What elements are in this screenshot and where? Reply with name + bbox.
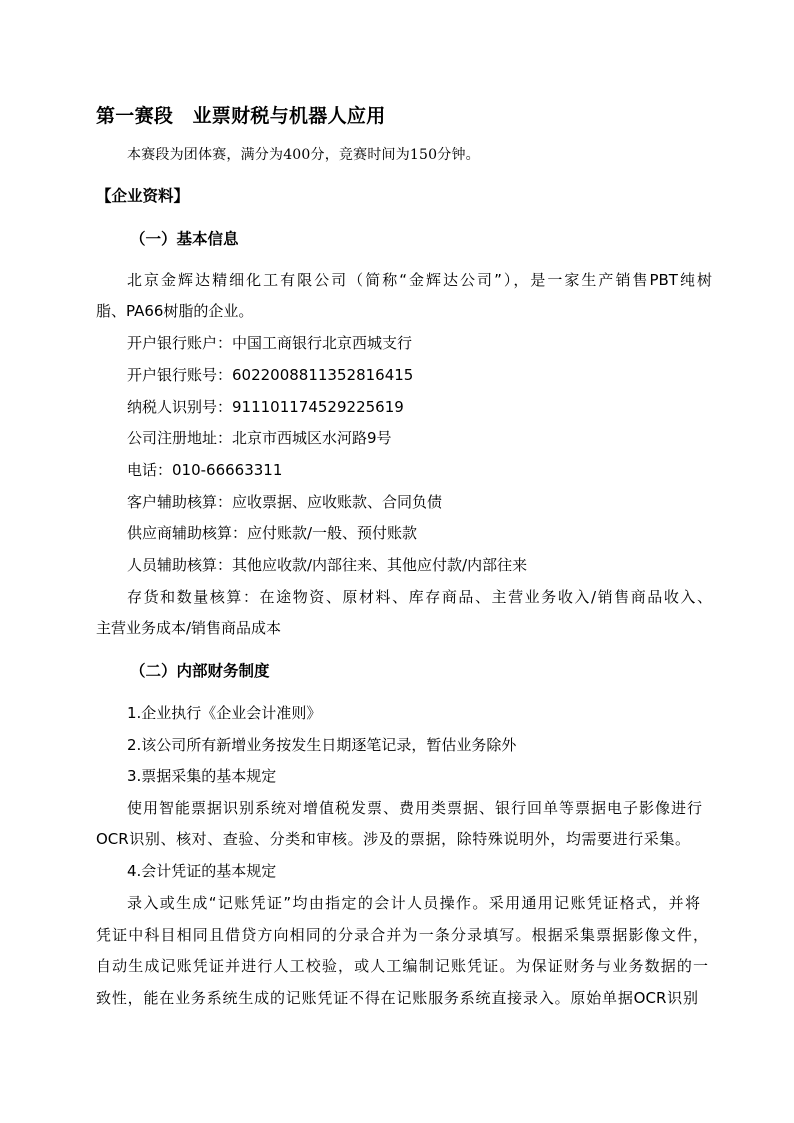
company-desc-line-1: 北京金辉达精细化工有限公司（简称“金辉达公司”），是一家生产销售PBT纯树 xyxy=(127,271,712,289)
finance-item-4-line-1: 录入或生成“记账凭证”均由指定的会计人员操作。采用通用记账凭证格式，并将 xyxy=(127,894,700,912)
supplier-aux: 供应商辅助核算：应付账款/一般、预付账款 xyxy=(127,524,418,542)
intro-text: 本赛段为团体赛，满分为400分，竞赛时间为150分钟。 xyxy=(127,147,480,163)
finance-item-4-line-2: 凭证中科目相同且借贷方向相同的分录合并为一条分录填写。根据采集票据影像文件， xyxy=(96,926,708,944)
taxpayer-id: 纳税人识别号：911101174529225619 xyxy=(127,398,404,416)
finance-item-2: 2.该公司所有新增业务按发生日期逐笔记录，暂估业务除外 xyxy=(127,736,517,754)
company-desc-line-2: 脂、PA66树脂的企业。 xyxy=(96,302,254,320)
finance-item-4-line-3: 自动生成记账凭证并进行人工校验，或人工编制记账凭证。为保证财务与业务数据的一 xyxy=(96,957,708,975)
phone: 电话：010-66663311 xyxy=(127,461,283,479)
personnel-aux: 人员辅助核算：其他应收款/内部往来、其他应付款/内部往来 xyxy=(127,556,528,574)
bank-account: 开户银行账户：中国工商银行北京西城支行 xyxy=(127,334,413,352)
section-enterprise-heading: 【企业资料】 xyxy=(96,186,190,205)
finance-item-3-line-1: 使用智能票据识别系统对增值税发票、费用类票据、银行回单等票据电子影像进行 xyxy=(127,799,702,817)
finance-item-1: 1.企业执行《企业会计准则》 xyxy=(127,704,322,722)
inventory-aux-line-2: 主营业务成本/销售商品成本 xyxy=(96,619,282,637)
basic-info-heading: （一）基本信息 xyxy=(130,229,239,248)
finance-item-4: 4.会计凭证的基本规定 xyxy=(127,862,277,880)
registered-address: 公司注册地址：北京市西城区水河路9号 xyxy=(127,429,392,447)
bank-number: 开户银行账号：6022008811352816415 xyxy=(127,366,414,384)
page-title: 第一赛段 业票财税与机器人应用 xyxy=(96,105,386,127)
finance-item-3-line-2: OCR识别、核对、查验、分类和审核。涉及的票据，除特殊说明外，均需要进行采集。 xyxy=(96,830,690,848)
finance-item-3: 3.票据采集的基本规定 xyxy=(127,767,277,785)
customer-aux: 客户辅助核算：应收票据、应收账款、合同负债 xyxy=(127,493,443,511)
internal-finance-heading: （二）内部财务制度 xyxy=(130,661,270,680)
inventory-aux-line-1: 存货和数量核算：在途物资、原材料、库存商品、主营业务收入/销售商品收入、 xyxy=(127,588,712,606)
finance-item-4-line-4: 致性，能在业务系统生成的记账凭证不得在记账服务系统直接录入。原始单据OCR识别 xyxy=(96,989,698,1007)
